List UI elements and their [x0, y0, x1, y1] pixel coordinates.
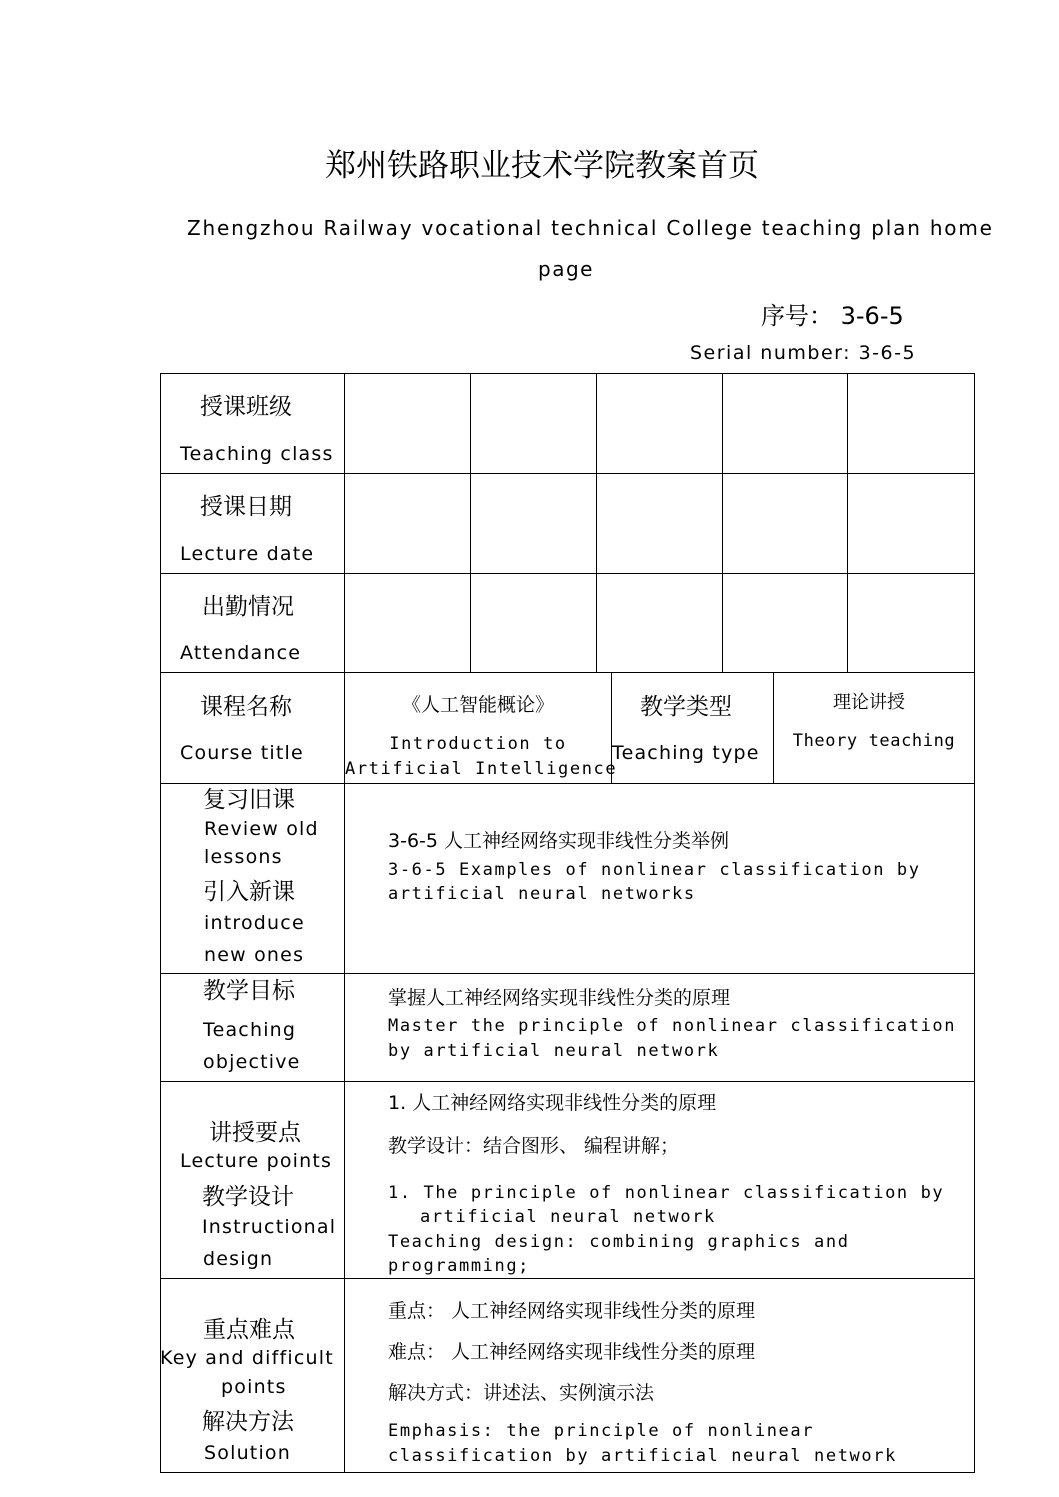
lecture-points-label-en: Lecture points — [180, 1150, 333, 1172]
lecture-points-value-zh: 1. 人工神经网络实现非线性分类的原理 — [388, 1092, 717, 1114]
teaching-type-value-zh: 理论讲授 — [833, 692, 905, 713]
review-label-en: Review old — [204, 818, 319, 840]
solution-label-zh: 解决方法 — [202, 1409, 294, 1435]
objective-value-en: Master the principle of nonlinear classification — [388, 1016, 957, 1036]
teaching-type-value-en: Theory teaching — [792, 731, 956, 751]
lecture-points-label-zh: 讲授要点 — [209, 1120, 301, 1146]
review-value-en: 3-6-5 Examples of nonlinear classification by — [388, 860, 921, 880]
attendance-label-en: Attendance — [180, 642, 302, 664]
instructional-design-label-en-cont: design — [203, 1248, 274, 1270]
course-title-value-en-cont: Artificial Intelligence — [345, 759, 618, 779]
difficulty-value-zh: 难点： 人工神经网络实现非线性分类的原理 — [388, 1341, 756, 1363]
objective-value-zh: 掌握人工神经网络实现非线性分类的原理 — [388, 987, 731, 1009]
attendance-label-zh: 出勤情况 — [202, 594, 294, 620]
emphasis-value-zh: 重点： 人工神经网络实现非线性分类的原理 — [388, 1300, 756, 1322]
serial-number-en: Serial number: 3-6-5 — [690, 342, 917, 364]
teaching-class-label-zh: 授课班级 — [200, 394, 292, 420]
course-title-value-en: Introduction to — [389, 734, 567, 754]
page-title-english: Zhengzhou Railway vocational technical College teaching plan home — [187, 216, 994, 240]
introduce-label-en: introduce — [204, 912, 305, 934]
key-points-label-en: Key and difficult — [160, 1347, 334, 1369]
instructional-design-value-en: Teaching design: combining graphics and — [388, 1232, 850, 1252]
serial-number-zh: 序号： 3-6-5 — [761, 302, 904, 330]
teaching-type-label-en: Teaching type — [612, 742, 760, 764]
emphasis-value-en-cont: classification by artificial neural network — [388, 1446, 897, 1466]
objective-label-zh: 教学目标 — [203, 978, 295, 1004]
solution-label-en: Solution — [204, 1442, 292, 1464]
objective-value-en-cont: by artificial neural network — [388, 1041, 720, 1061]
solution-value-zh: 解决方式：讲述法、实例演示法 — [388, 1382, 655, 1404]
review-value-en-cont: artificial neural networks — [388, 884, 696, 904]
review-label-zh: 复习旧课 — [203, 787, 295, 813]
key-points-label-zh: 重点难点 — [203, 1317, 295, 1343]
instructional-design-label-en: Instructional — [202, 1216, 337, 1238]
page-title-english-cont: page — [538, 257, 594, 281]
introduce-label-en-cont: new ones — [204, 944, 305, 966]
lecture-points-value-en: 1. The principle of nonlinear classification by — [388, 1183, 945, 1203]
key-points-label-en-cont: points — [221, 1376, 287, 1398]
lecture-date-label-zh: 授课日期 — [200, 494, 292, 520]
lecture-points-value-en-cont: artificial neural network — [420, 1207, 716, 1227]
page-title: 郑州铁路职业技术学院教案首页 — [325, 148, 759, 184]
course-title-value-zh: 《人工智能概论》 — [401, 694, 554, 716]
lecture-date-label-en: Lecture date — [180, 543, 315, 565]
objective-label-en: Teaching — [203, 1019, 297, 1041]
introduce-label-zh: 引入新课 — [203, 879, 295, 905]
instructional-design-value-zh: 教学设计：结合图形、 编程讲解； — [388, 1135, 680, 1157]
teaching-type-label-zh: 教学类型 — [640, 694, 732, 720]
course-title-label-en: Course title — [180, 742, 304, 764]
instructional-design-label-zh: 教学设计 — [202, 1184, 294, 1210]
objective-label-en-cont: objective — [203, 1051, 301, 1073]
review-label-en-cont: lessons — [204, 846, 283, 868]
emphasis-value-en: Emphasis: the principle of nonlinear — [388, 1421, 815, 1441]
instructional-design-value-en-cont: programming; — [388, 1256, 531, 1276]
teaching-class-label-en: Teaching class — [180, 443, 334, 465]
review-value-zh: 3-6-5 人工神经网络实现非线性分类举例 — [388, 830, 730, 852]
course-title-label-zh: 课程名称 — [200, 694, 292, 720]
